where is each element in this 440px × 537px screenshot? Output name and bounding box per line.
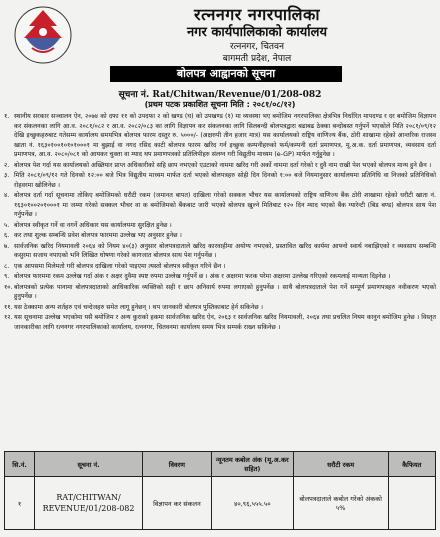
list-item: ३. मिति २०८१/०९/१२ गते दिनको १२:०० बजे भित्र विद्युतीय माध्यम मार्फत दर्ता भएको बोलपत्रहरु सोही दिन दिनको १:०० बजे नियमानुसार कार्यालयमा प्रतिनिधि वा निजको प्रतिनिधिको रोहवरमा खोलिनेछ । (4, 172, 436, 189)
table-header-row (5, 452, 436, 477)
notice-body (4, 112, 436, 333)
col-header-remark: कैफियत (388, 452, 435, 477)
list-item: ५. बोलपत्र स्वीकृत गर्ने वा नगर्ने अधिकार यस कार्यालयमा सुरक्षित हुनेछ । (4, 221, 172, 229)
office-address: रत्ननगर, चितवन (229, 42, 285, 52)
list-item: १२. यस सूचनामा उल्लेख भएकोमा यसै बमोजिम र अन्य कुराको हकमा सार्वजनिक खरिद ऐन, २०६३ र सार्वजनिक खरिद नियमावली, २०६४ तथा प्रचलित नियम कानुन बमोजिम हुनेछ । विस्तृत जानकारीका लागि रत्ननगर नगरपालिकाको कार्यालय, रत्ननगर, चितवनमा कार्यालय समय भित्र सम्पर्क राख्न सकिनेछ । (4, 314, 436, 331)
list-item: ७. सार्वजनिक खरिद नियमावली २०६४ को नियम ४०(३) अनुसार बोलपत्रदाताले खरिद कारवाहीमा अयोग्य नभएको, प्रस्तावित खरिद कार्यमा आफ्नो स्वार्थ नबाझिएको र व्यवसाय सम्बन्धि कसुरमा सजाय नपाएको भनि लिखित घोषणा गरेको कागजात बोलपत्र साथ पेश गर्नुपर्नेछ । (4, 242, 436, 259)
notice-number-label: सूचना नं. (118, 90, 150, 100)
cell-notice-no: RAT/CHITWAN/ REVENUE/01/208-082 (35, 477, 143, 530)
list-item: ४. बोलपत्र दर्ता गर्दा सूचनामा तोकिए बमोजिमको धरौटी रकम (जमानत बापत) दाखिला गरेको सक्कल भौचर यस कार्यालयको राष्ट्रिय वाणिज्य बैंक ठोरी शाखामा रहेको धरौटी खाता नं. १६३०१००२०१०००१ मा जम्मा गरेको सक्कल भौचर वा क बमोजिमको बैंकबाट जारी भएको बोलपत्र खुल्ने मितिबाट १२० दिन म्याद भएको बैंक ग्यारेन्टी (बिड बण्ड) बोलपत्र साथ पेश गर्नुपर्नेछ । (4, 192, 436, 218)
nepal-emblem-logo (12, 4, 74, 66)
list-item: २. बोलपत्र पेश गर्दा यस कार्यालयको अख्तियार प्राप्त अधिकारीको सहि छाप नभएको एउटाको नाममा खरिद गरी अर्को नाममा दर्ता गरेको र दुवै नाम राखी पेश भएको बोलपत्र मान्य हुने छैन । (4, 161, 432, 169)
municipality-title: रत्ननगर नगरपालिका (194, 5, 320, 24)
list-item: ८. एक आपसमा मिलेमतो गरी बोलपत्र दाखिला गरेको पाइएमा त्यस्तो बोलपत्र स्वीकृत गरिने छैन । (4, 262, 226, 270)
notice-banner: बोलपत्र आह्वानको सूचना (110, 66, 342, 82)
col-header-deposit: धरौटी रकम (293, 452, 388, 477)
col-header-min-bid: न्यूनतम कबोल अंक (मू.अ.कर सहित) (211, 452, 293, 477)
list-item: ९. बोलपत्र फारममा रकम उल्लेख गर्दा अंक र अक्षर दुवैमा स्पष्ट रुपमा उल्लेख गर्नुपर्ने छ । अंक र अक्षरमा फरक परेमा अक्षरमा उल्लेख गरिएको रकमलाई मान्यता दिइनेछ । (4, 273, 391, 280)
col-header-sn: सि.नं. (5, 452, 35, 477)
cell-remark (388, 477, 435, 530)
publication-date: (प्रथम पटक प्रकाशित सूचना मिति : २०८१/०८/१२) (144, 100, 296, 109)
office-name: नगर कार्यपालिकाको कार्यालय (186, 25, 328, 40)
notice-number: Rat/Chitwan/Revenue/01/208-082 (152, 90, 322, 100)
list-item: ६. कर तथा शुल्क सम्बन्धि प्रवेश बोलपत्र फारममा उल्लेख भए अनुसार हुनेछ । (4, 232, 182, 239)
bid-table (4, 451, 436, 530)
province-name: बागमती प्रदेश, नेपाल (222, 54, 292, 64)
cell-min-bid: ४०,९६,५५५.५० (211, 477, 293, 530)
list-item: १०. बोलपत्रको प्रत्येक पानामा बोलपत्रदाताको आधिकारिक व्यक्तिको सही र छाप अनिवार्य रुपमा लगाएको हुनुपर्नेछ । साथै बोलपत्रदाताले पेश गर्ने सम्पूर्ण प्रमाणपत्रहरु नवीकरण भएको हुनुपर्नेछ । (4, 283, 436, 300)
table-row (5, 477, 436, 530)
cell-sn: १ (5, 477, 35, 530)
col-header-notice-no: सूचना नं. (35, 452, 143, 477)
list-item: ११. यस ठेक्कामा अन्य शर्तहरु एवं चन्देजहरु समेत लागू हुनेछन् । थप जानकारी बोलपत्र पुस्तिकाबाट हेर्न सकिनेछ । (4, 303, 264, 311)
cell-deposit: बोलपत्रदाताले कबोल गरेको अंकको ५% (293, 477, 388, 530)
list-item: १. स्थानीय सरकार सञ्चालन ऐन, २०७४ को दफा ११ को उपदफा २ को खण्ड (घ) को उपखण्ड (१) मा व्यवस्था भए बमोजिम नगरपालिका क्षेत्रभित्र निर्धारित मापदण्ड र दर बमोजिम विज्ञापन कर संकलनका लागि आ.व. २०८१/०८२ र आ.व. २०८२/०८३ का लागि विज्ञापन कर संकलनका लागि सिलबन्दी बोलपत्रद्वारा बढाबढ ठेक्का बन्दोबस्त गर्नुपर्ने भएकोले मिति २०८१/०९/१२ देखि इच्छुकहरुबाट गतेसम्म कार्यालय समयभित्र बोलपत्र फारम दस्तुर रु. ५०००/- (अक्षरुपी तीन हजार मात्र) यस कार्यालयको राष्ट्रिय वाणिज्य बैंक, ठोरी शाखामा रहेको आन्तरिक राजस्व खाता नं. १६३०१००१०१०१०००१ मा बुझाई वा नगद रसिद काटी बोलपत्र फारम खरिद गर्न इच्छुक कम्पनीहरुको फर्म/कम्पनी दर्ता प्रमाणपत्र, मू.अ.क. दर्ता प्रमाणपत्र, व्यवसाय दर्ता प्रमाणपत्र, आ.व. २०८०/०८१ को आयकर चुक्ता वा म्याद थप प्रमाणपत्रको प्रतिलिपीहरु संलग्न गरी विद्युतीय माध्यम (e-GP) मार्फत गर्नुहुनेछ । (4, 113, 437, 158)
col-header-description: विवरण (142, 452, 211, 477)
cell-description: विज्ञापन कर संकलन (142, 477, 211, 530)
